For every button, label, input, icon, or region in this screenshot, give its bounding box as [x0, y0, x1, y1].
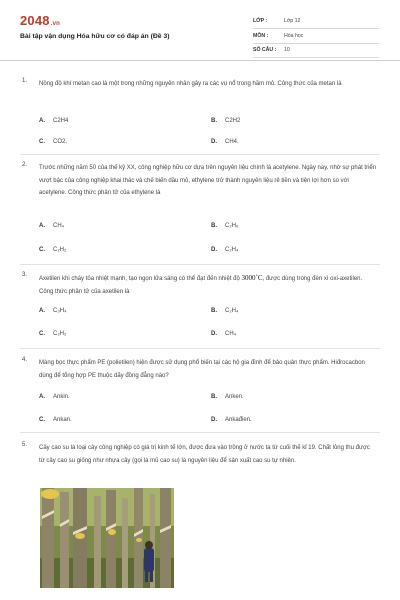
temperature-value: 3000˚C	[241, 274, 263, 282]
option-d[interactable]: D. C₂H₄	[211, 247, 239, 253]
question-text: Nồng độ khí metan cao là một trong những nguyên nhân gây ra các vụ nổ trong hầm mỏ. Công thức của metan là	[39, 81, 342, 87]
divider	[20, 432, 380, 433]
option-b[interactable]: B. C₂H₆	[211, 223, 239, 229]
question-text: Cây cao su là loại cây công nghiệp có giá trị kinh tế lớn, được đưa vào trồng ở nước ta từ cuối thế kỉ 19. Chất lỏng thu được từ cây cao su giống như nhựa cây (gọi là mủ cao su) là nguyên liệu để sản xuất cao su tự nhiên.	[39, 445, 370, 464]
question-text: Màng bọc thực phẩm PE (polietilen) hiện được sử dụng phổ biến tại các hộ gia đình để bảo quản thực phẩm. Hiđrocacbon dùng để tổng hợp PE thuộc dãy đồng đẳng nào?	[39, 360, 365, 379]
option-b[interactable]: B. C2H2	[211, 118, 241, 124]
question-2	[22, 162, 378, 267]
option-d[interactable]: D. Ankađien.	[211, 417, 252, 423]
meta-value: Hóa học	[284, 33, 304, 39]
question-number: 2.	[22, 162, 28, 168]
question-5	[22, 442, 378, 482]
question-number: 3.	[22, 272, 28, 278]
question-text: Trước những năm 50 của thế kỷ XX, công nghiệp hữu cơ dựa trên nguyên liệu chính là acetylene. Ngày nay, nhờ sự phát triển vượt bậc của công nghiệp khai thác và chế biến dầu mỏ, ethylene trở thành nguyên liệu rẻ tiền và tiện lợi hơn so với acetylene. Công thức phân tử của ethylene là	[39, 165, 377, 196]
meta-key: LỚP :	[253, 18, 268, 24]
question-number: 4.	[22, 357, 28, 363]
option-a[interactable]: A. C2H4	[39, 118, 69, 124]
option-d[interactable]: D. CH₄	[211, 331, 237, 337]
page-header	[0, 0, 400, 61]
divider	[20, 348, 380, 349]
option-c[interactable]: C. C₂H₂	[39, 247, 67, 253]
page-title: Bài tập vận dụng Hóa hữu cơ có đáp án (Đề 3)	[20, 33, 170, 40]
site-logo[interactable]: 2048.vn	[20, 13, 61, 28]
meta-value: 10	[284, 47, 290, 53]
option-a[interactable]: A. CH₄	[39, 223, 65, 229]
option-c[interactable]: C. C₂H₂	[39, 331, 67, 337]
option-b[interactable]: B. Anken.	[211, 394, 244, 400]
option-a[interactable]: A. Ankin.	[39, 394, 70, 400]
option-d[interactable]: D. CH4.	[211, 139, 239, 145]
question-3	[22, 272, 378, 352]
meta-class-row	[253, 14, 379, 29]
option-a[interactable]: A. C₃H₄	[39, 308, 67, 314]
meta-value: Lớp 12	[284, 18, 301, 24]
question-number: 1.	[22, 78, 28, 84]
option-c[interactable]: C. Ankan.	[39, 417, 72, 423]
meta-key: SỐ CÂU :	[253, 47, 277, 53]
meta-subject-row	[253, 29, 379, 44]
question-4	[22, 357, 378, 432]
option-c[interactable]: C. CO2.	[39, 139, 68, 145]
divider	[20, 154, 380, 155]
divider	[20, 264, 380, 265]
meta-count-row	[253, 43, 379, 58]
question-number: 5.	[22, 442, 28, 448]
question-1	[22, 78, 378, 158]
question-text: Axetilen khi cháy tỏa nhiệt mạnh, tạo ngọn lửa sáng có thể đạt đến nhiệt độ 3000˚C, được dùng trong đèn xì oxi-axetilen. Công thức phân tử của axetilen là	[39, 274, 363, 295]
option-b[interactable]: B. C₂H₄	[211, 308, 239, 314]
rubber-plantation-photo	[40, 488, 174, 588]
meta-key: MÔN :	[253, 33, 269, 39]
